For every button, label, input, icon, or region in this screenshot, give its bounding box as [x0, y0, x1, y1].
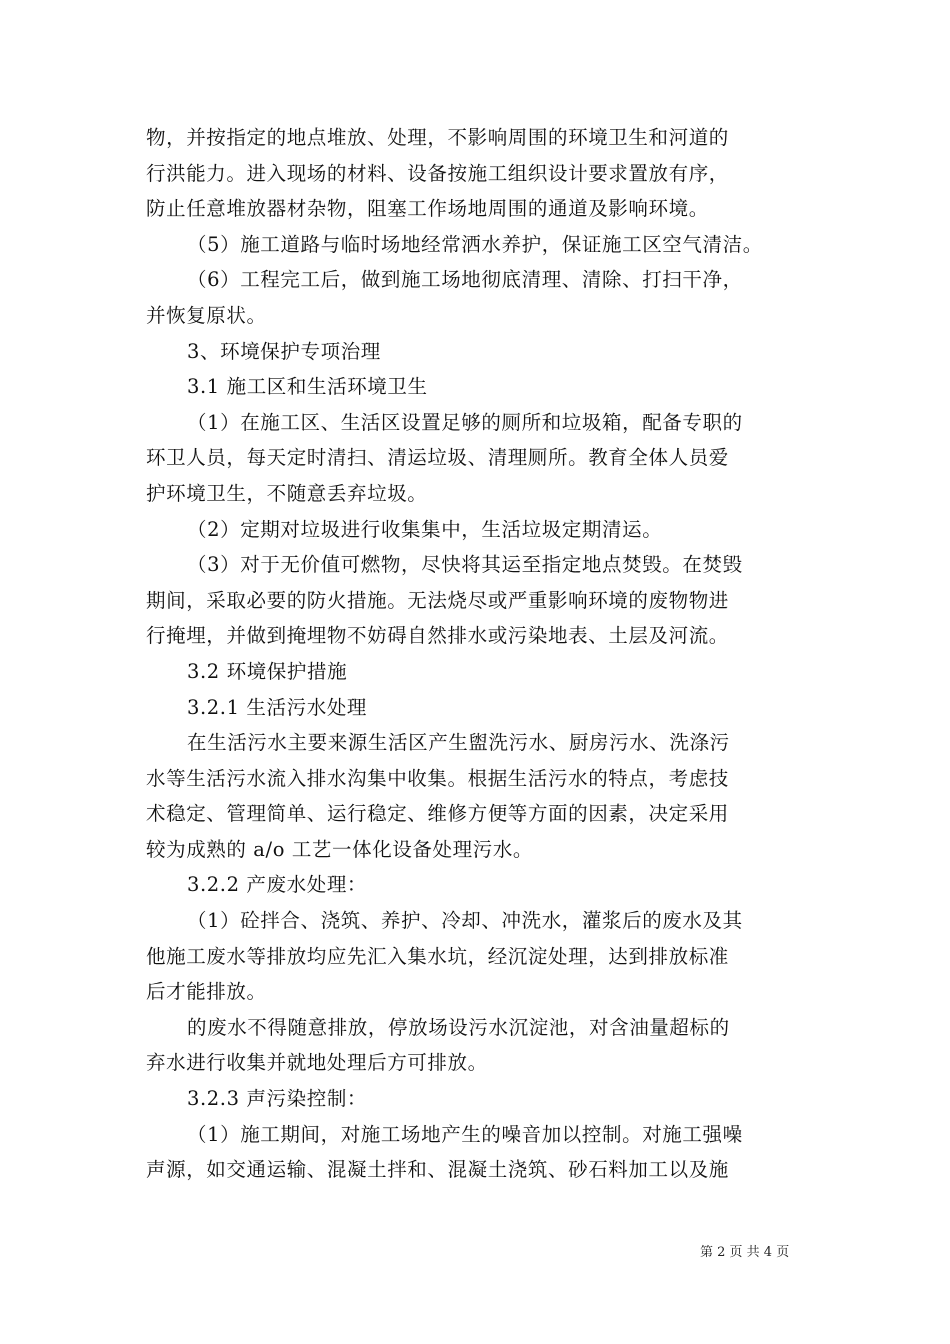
text-line: 后才能排放。 [146, 980, 267, 1004]
subsection-heading: 3.1 施工区和生活环境卫生 [187, 375, 428, 399]
text-line: （2）定期对垃圾进行收集集中，生活垃圾定期清运。 [187, 517, 663, 541]
subsection-heading: 3.2.2 产废水处理： [187, 873, 368, 897]
text-line: （6）工程完工后，做到施工场地彻底清理、清除、打扫干净， [187, 268, 743, 292]
text-line: 期间，采取必要的防火措施。无法烧尽或严重影响环境的废物物进 [146, 588, 729, 612]
text-line: 行洪能力。进入现场的材料、设备按施工组织设计要求置放有序， [146, 161, 729, 185]
subsection-heading: 3.2.1 生活污水处理 [187, 695, 368, 719]
text-line: 在生活污水主要来源生活区产生盥洗污水、厨房污水、洗涤污 [187, 731, 730, 755]
text-line: 弃水进行收集并就地处理后方可排放。 [146, 1051, 488, 1075]
text-line: （3）对于无价值可燃物，尽快将其运至指定地点焚毁。在焚毁 [187, 553, 743, 577]
text-line: 环卫人员，每天定时清扫、清运垃圾、清理厕所。教育全体人员爱 [146, 446, 729, 470]
subsection-heading: 3.2 环境保护措施 [187, 659, 348, 683]
text-line: 术稳定、管理简单、运行稳定、维修方便等方面的因素，决定采用 [146, 802, 729, 826]
text-line: 并恢复原状。 [146, 303, 267, 327]
subsection-heading: 3.2.3 声污染控制： [187, 1087, 368, 1111]
text-line: 防止任意堆放器材杂物，阻塞工作场地周围的通道及影响环境。 [146, 197, 709, 221]
text-line: 水等生活污水流入排水沟集中收集。根据生活污水的特点，考虑技 [146, 766, 729, 790]
section-heading: 3、环境保护专项治理 [187, 339, 381, 363]
text-line: （1）施工期间，对施工场地产生的噪音加以控制。对施工强噪 [187, 1122, 743, 1146]
text-line: （1）砼拌合、浇筑、养护、冷却、冲洗水，灌浆后的废水及其 [187, 909, 743, 933]
text-line: （1）在施工区、生活区设置足够的厕所和垃圾箱，配备专职的 [187, 410, 743, 434]
text-line: （5）施工道路与临时场地经常洒水养护，保证施工区空气清洁。 [187, 232, 763, 256]
page-number: 第 2 页 共 4 页 [700, 1245, 790, 1260]
text-line: 较为成熟的 a/o 工艺一体化设备处理污水。 [146, 837, 534, 861]
text-line: 他施工废水等排放均应先汇入集水坑，经沉淀处理，达到排放标准 [146, 944, 729, 968]
text-line: 声源，如交通运输、混凝土拌和、混凝土浇筑、砂石料加工以及施 [146, 1158, 729, 1182]
text-line: 物，并按指定的地点堆放、处理，不影响周围的环境卫生和河道的 [146, 126, 729, 149]
text-line: 的废水不得随意排放，停放场设污水沉淀池，对含油量超标的 [187, 1015, 730, 1039]
text-line: 行掩埋，并做到掩埋物不妨碍自然排水或污染地表、土层及河流。 [146, 624, 729, 648]
text-line: 护环境卫生，不随意丢弃垃圾。 [146, 481, 428, 505]
document-body [146, 120, 826, 1188]
